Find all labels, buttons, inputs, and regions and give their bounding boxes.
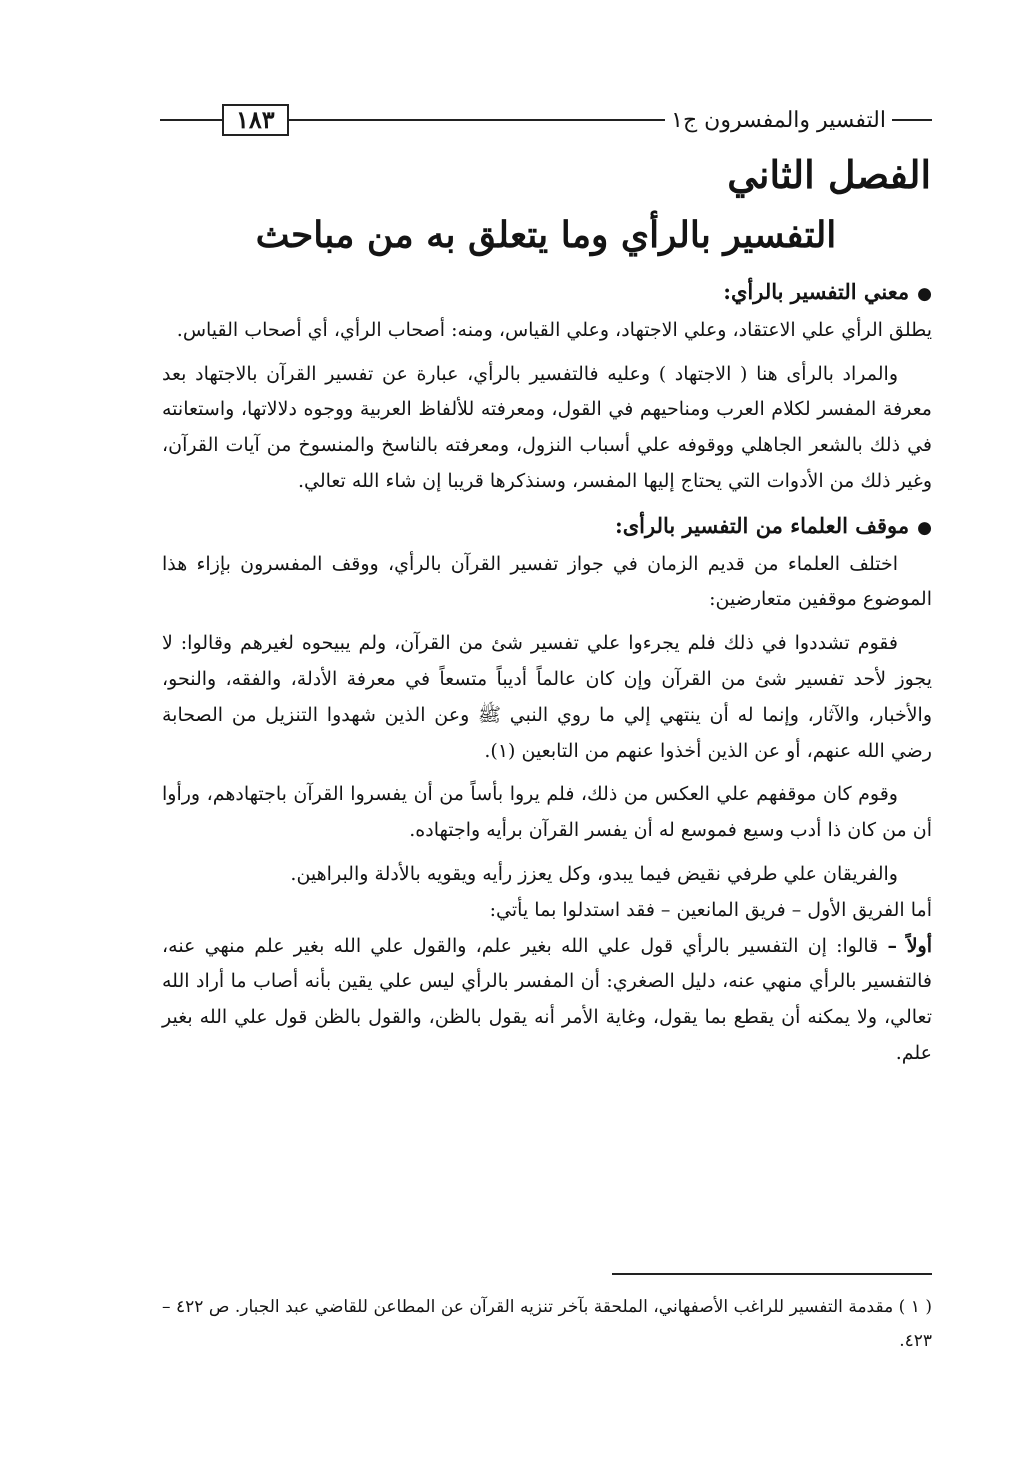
paragraph: اختلف العلماء من قديم الزمان في جواز تفسير القرآن بالرأي، ووقف المفسرون بإزاء هذا الموضوع موقفين متعارضين: (162, 552, 932, 611)
header-rule-left (160, 119, 222, 121)
section-heading-text: معني التفسير بالرأي: (723, 279, 910, 304)
running-header (160, 98, 932, 142)
paragraph: يطلق الرأي علي الاعتقاد، وعلي الاجتهاد، وعلي القياس، ومنه: أصحاب الرأي، أي أصحاب القياس. (176, 318, 932, 341)
paragraph: والفريقان علي طرفي نقيض فيما يبدو، وكل يعزز رأيه ويقويه بالأدلة والبراهين. (290, 862, 898, 885)
footnote-divider (612, 1273, 932, 1275)
page-body (162, 274, 932, 1080)
paragraph: والمراد بالرأى هنا ( الاجتهاد ) وعليه فالتفسير بالرأي، عبارة عن تفسير القرآن بالاجتهاد بعد معرفة المفسر لكلام العرب ومناحيهم في القول، ومعرفته للألفاظ العربية ووجوه دلالاتها، واستعانته في ذلك بالشعر الجاهلي ووقوفه علي أسباب النزول، ومعرفته بالناسخ والمنسوخ من آيات القرآن، وغير ذلك من الأدوات التي يحتاج إليها المفسر، وسنذكرها قريبا إن شاء الله تعالي. (162, 362, 932, 492)
section-heading-meaning (162, 274, 932, 313)
paragraph: وقوم كان موقفهم علي العكس من ذلك، فلم يروا بأساً من أن يفسروا القرآن باجتهادهم، ورأوا أن من كان ذا أدب وسيع فموسع له أن يفسر القرآن برأيه واجتهاده. (162, 783, 932, 842)
paragraph: أما الفريق الأول – فريق المانعين – فقد استدلوا بما يأتي: (489, 898, 932, 921)
header-rule-right (892, 119, 932, 121)
footnote: ( ١ ) مقدمة التفسير للراغب الأصفهاني، الملحقة بآخر تنزيه القرآن عن المطاعن للقاضي عبد الجبار. ص ٤٢٢ – ٤٢٣. (162, 1297, 932, 1351)
header-rule-middle (289, 119, 665, 121)
chapter-title: الفصل الثاني (727, 152, 931, 197)
page-number: ١٨٣ (222, 104, 289, 136)
bullet-icon: ● (917, 284, 932, 304)
paragraph: فقوم تشددوا في ذلك فلم يجرءوا علي تفسير شئ من القرآن، ولم يبيحوه لغيرهم وقالوا: لا يجوز لأحد تفسير شئ من القرآن وإن كان عالماً أديباً متسعاً في معرفة الأدلة، والفقه، والنحو، والأخبار، والآثار، وإنما له أن ينتهي إلي ما روي النبي ﷺ وعن الذين شهدوا التنزيل من الصحابة رضي الله عنهم، أو عن الذين أخذوا عنهم من التابعين (١). (162, 632, 932, 762)
header-title: التفسير والمفسرون ج١ (671, 107, 886, 133)
section-heading-text: موقف العلماء من التفسير بالرأى: (614, 512, 910, 538)
argument-label: أولاً – (887, 934, 932, 957)
paragraph-first-argument (162, 929, 932, 1072)
section-heading-scholars (162, 508, 932, 547)
chapter-subtitle: التفسير بالرأي وما يتعلق به من مباحث (255, 214, 837, 256)
bullet-icon: ● (917, 517, 932, 538)
argument-text: قالوا: إن التفسير بالرأي قول علي الله بغير علم، والقول علي الله بغير علم منهي عنه، فالتفسير بالرأي منهي عنه، دليل الصغري: أن المفسر بالرأي ليس علي يقين بأنه أصاب ما أراد الله تعالي، ولا يمكنه أن يقطع بما يقول، وغاية الأمر أنه يقول بالظن، والقول بالظن قول علي الله بغير علم. (162, 934, 932, 1064)
